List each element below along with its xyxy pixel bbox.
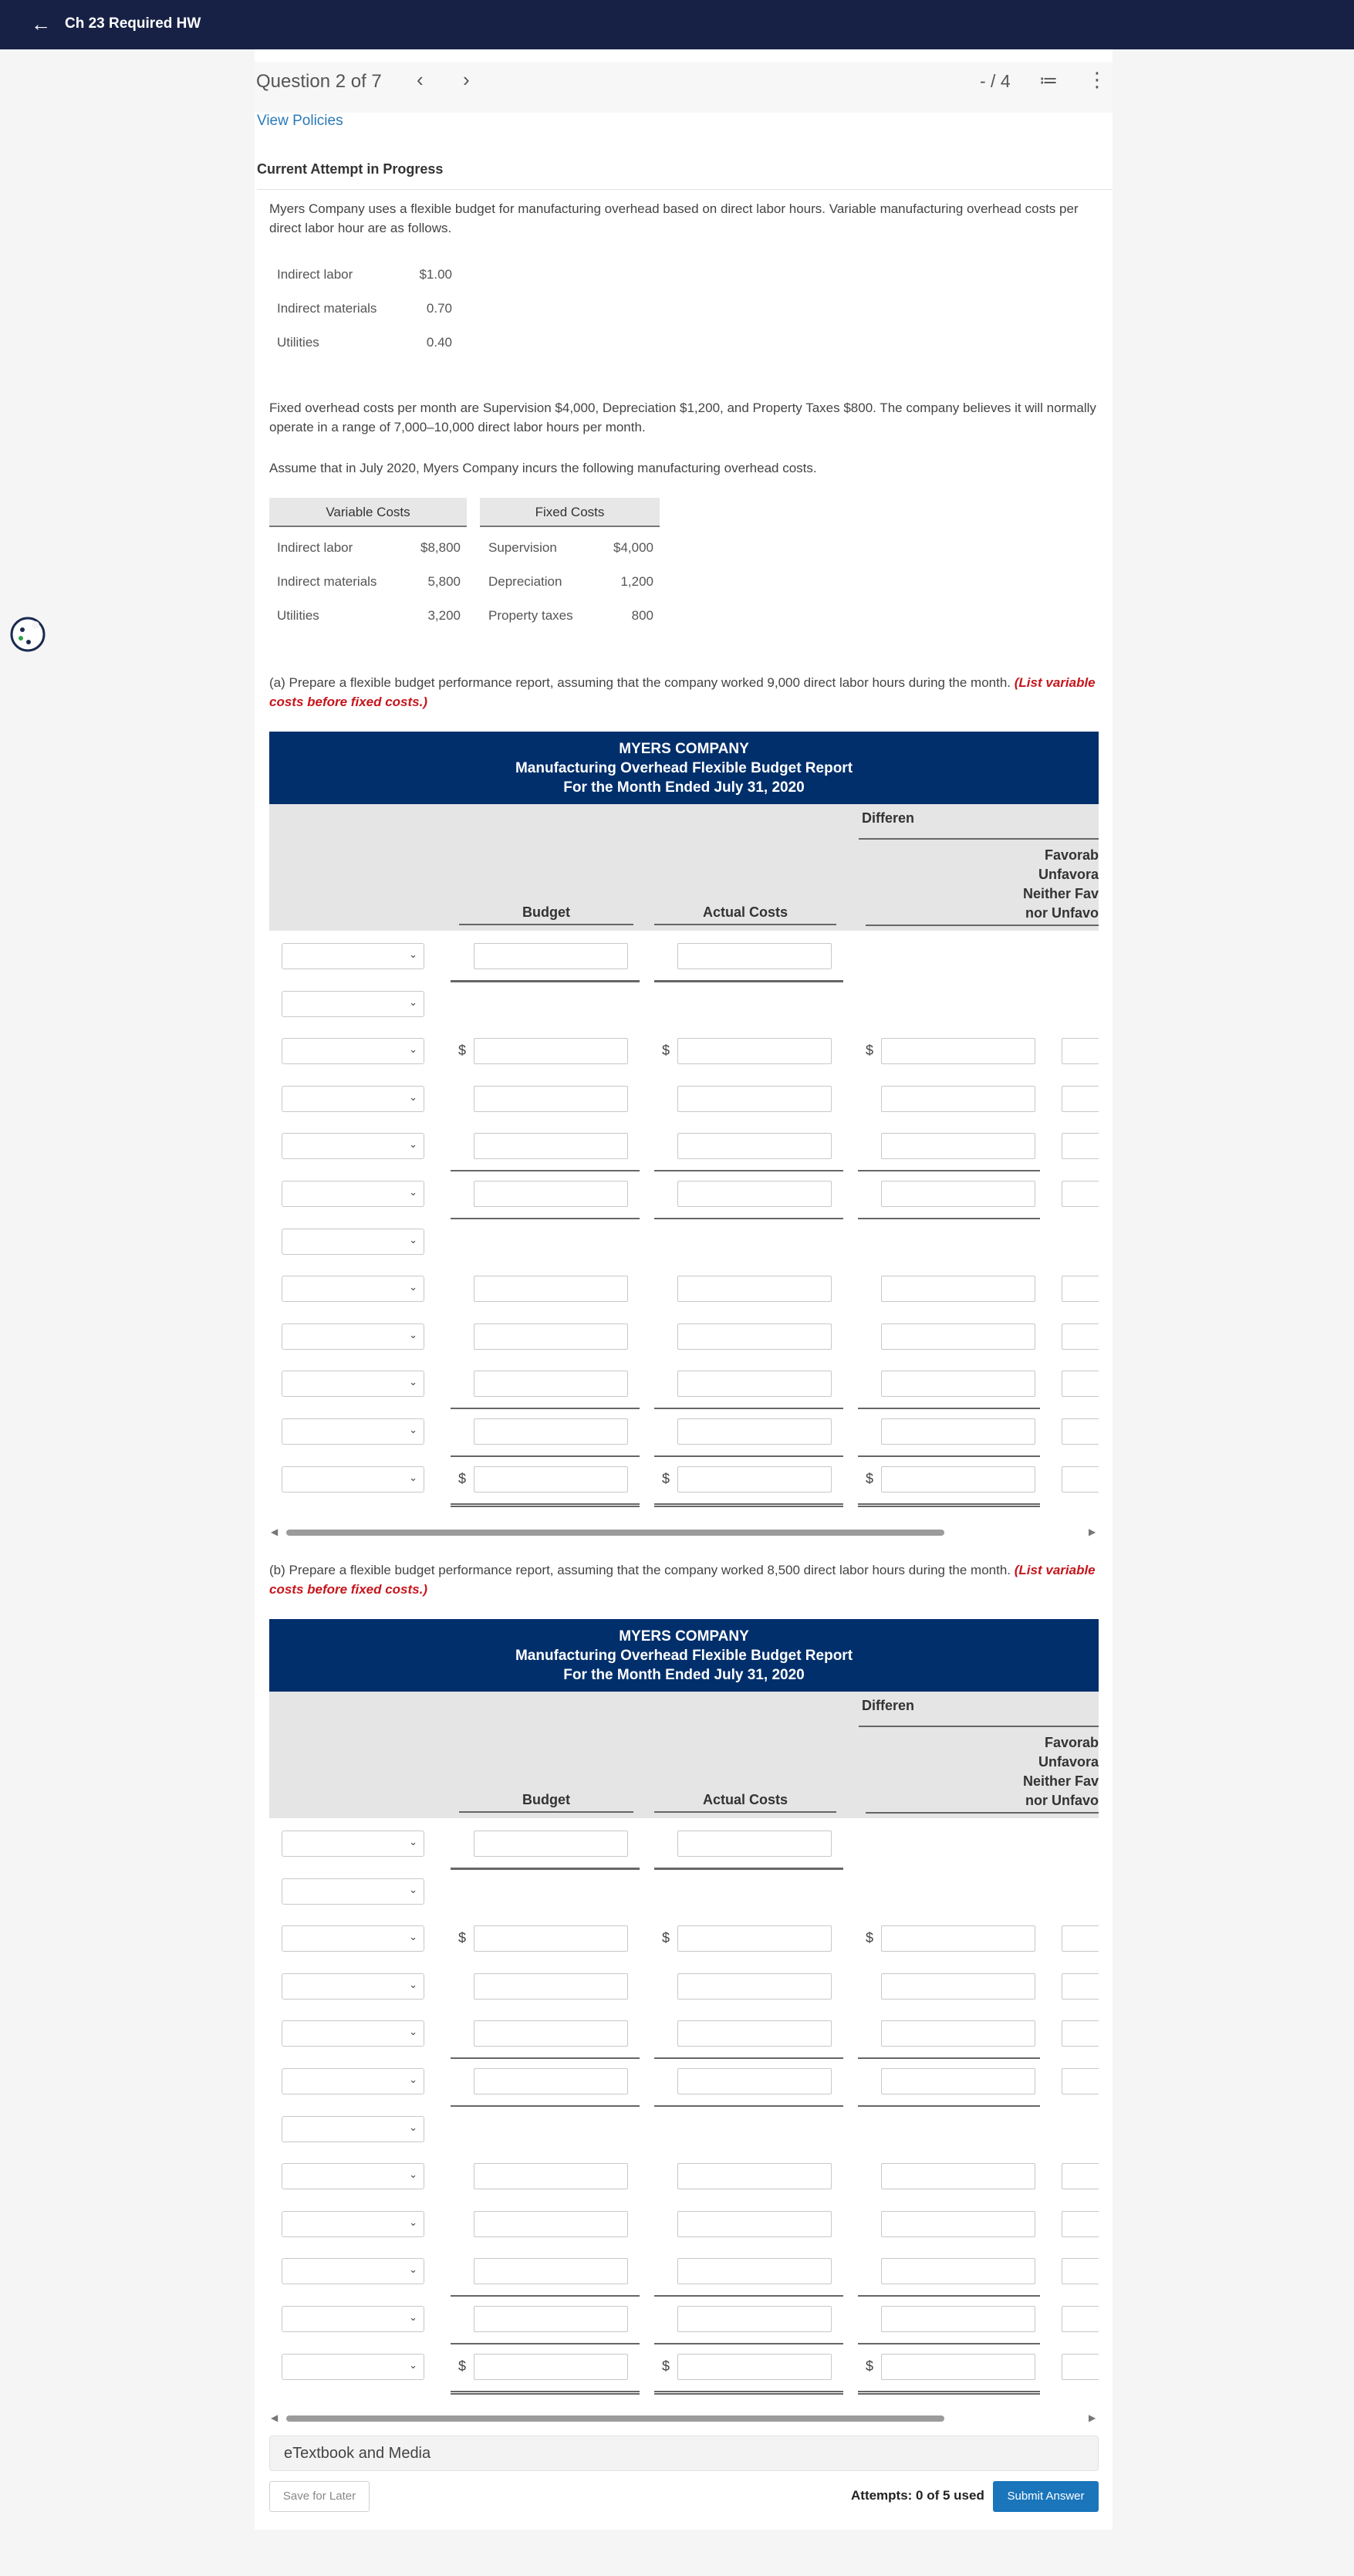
dollar-sign: $ (662, 1930, 670, 1946)
fixed-cost-label: Property taxes (488, 608, 573, 623)
variable-cost-label: Utilities (277, 608, 319, 623)
actual-input[interactable] (677, 1276, 832, 1302)
budget-input[interactable] (474, 943, 628, 969)
actual-input[interactable] (677, 1371, 832, 1397)
difference-input[interactable] (881, 2020, 1035, 2047)
difference-subheader: Favorab Unfavora Neither Fav nor Unfavo (1022, 847, 1099, 921)
report-b-column-headers (269, 1692, 1099, 1818)
part-a-text: (a) Prepare a flexible budget performance report, assuming that the company worked 9,000 direct labor hours during the month. (269, 675, 1011, 690)
chevron-down-icon: ⌄ (409, 1281, 417, 1293)
dollar-sign: $ (662, 1043, 670, 1059)
fixed-cost-label: Supervision (488, 540, 557, 555)
difference-col-underline (866, 925, 1099, 926)
actual-input[interactable] (677, 943, 832, 969)
actual-input[interactable] (677, 2354, 832, 2380)
subtotal-underline (451, 1868, 640, 1870)
variable-cost-value: 3,200 (427, 608, 461, 623)
rate-value: 0.40 (426, 335, 452, 350)
rate-label: Indirect materials (277, 301, 377, 316)
dollar-sign: $ (866, 1470, 874, 1486)
favorability-select[interactable] (1062, 1323, 1099, 1350)
budget-input[interactable] (474, 1466, 628, 1493)
chevron-down-icon: ⌄ (409, 1090, 417, 1103)
favorability-select[interactable] (1062, 1466, 1099, 1493)
favorability-select[interactable] (1062, 1086, 1099, 1112)
difference-underline (859, 838, 1099, 840)
part-a-note: (List variable costs before fixed costs.) (269, 675, 1096, 709)
difference-input[interactable] (881, 1181, 1035, 1207)
subtotal-underline (858, 2105, 1040, 2107)
chevron-down-icon: ⌄ (409, 1883, 417, 1895)
actual-input[interactable] (677, 1323, 832, 1350)
report-company: MYERS COMPANY (619, 741, 749, 757)
row-label-select[interactable] (282, 2020, 424, 2047)
actual-input[interactable] (677, 2211, 832, 2237)
chevron-down-icon: ⌄ (409, 2263, 417, 2276)
budget-input[interactable] (474, 1086, 628, 1112)
actual-input[interactable] (677, 1418, 832, 1445)
subtotal-underline (654, 2343, 843, 2344)
budget-input[interactable] (474, 1323, 628, 1350)
chevron-down-icon: ⌄ (409, 2311, 417, 2323)
chevron-down-icon: ⌄ (409, 996, 417, 1008)
actual-input[interactable] (677, 2306, 832, 2332)
difference-underline (859, 1726, 1099, 1727)
variable-cost-value: 5,800 (427, 574, 461, 589)
divider (257, 189, 1113, 190)
row-label-select[interactable] (282, 1038, 424, 1064)
report-period: For the Month Ended July 31, 2020 (563, 1667, 805, 1683)
actual-input[interactable] (677, 2068, 832, 2094)
favorability-select[interactable] (1062, 2020, 1099, 2047)
subtotal-underline (451, 2295, 640, 2297)
assignment-title[interactable]: Ch 23 Required HW (65, 15, 201, 32)
submit-answer-button[interactable]: Submit Answer (993, 2481, 1099, 2512)
favorability-select[interactable] (1062, 2211, 1099, 2237)
chevron-down-icon: ⌄ (409, 2169, 417, 2181)
actual-costs-header: Actual Costs (654, 904, 836, 925)
difference-input[interactable] (881, 2211, 1035, 2237)
view-policies-link[interactable]: View Policies (257, 113, 343, 129)
favorability-select[interactable] (1062, 1181, 1099, 1207)
difference-input[interactable] (881, 2068, 1035, 2094)
double-underline (654, 1503, 843, 1507)
double-underline (654, 2391, 843, 2395)
row-label-select[interactable] (282, 1831, 424, 1857)
chevron-down-icon: ⌄ (409, 1186, 417, 1198)
dollar-sign: $ (866, 1930, 874, 1946)
row-label-select[interactable] (282, 991, 424, 1017)
subtotal-underline (858, 2295, 1040, 2297)
budget-input[interactable] (474, 1181, 628, 1207)
favorability-select[interactable] (1062, 2354, 1099, 2380)
dollar-sign: $ (458, 1043, 467, 1059)
difference-header: Differen (862, 810, 915, 826)
fixed-cost-value: 1,200 (620, 574, 653, 589)
row-label-select[interactable] (282, 1878, 424, 1905)
fixed-costs-text: Fixed overhead costs per month are Supervision $4,000, Depreciation $1,200, and Property Taxes $800. The company believes it will normally operate in a range of 7,000–10,000 direct labor hours per month. (269, 401, 1096, 434)
budget-input[interactable] (474, 1371, 628, 1397)
difference-input[interactable] (881, 1086, 1035, 1112)
difference-col-underline (866, 1812, 1099, 1814)
difference-input[interactable] (881, 1371, 1035, 1397)
subtotal-underline (654, 2057, 843, 2059)
subtotal-underline (858, 1455, 1040, 1457)
intro-text: Myers Company uses a flexible budget for manufacturing overhead based on direct labor hours. Variable manufacturing overhead costs per direct labor hour are as follows. (269, 201, 1079, 235)
row-label-select[interactable] (282, 2116, 424, 2142)
chevron-down-icon: ⌄ (409, 1043, 417, 1056)
subtotal-underline (451, 1218, 640, 1219)
difference-subheader: Favorab Unfavora Neither Fav nor Unfavo (1022, 1735, 1099, 1808)
chevron-down-icon: ⌄ (409, 1931, 417, 1943)
favorability-select[interactable] (1062, 2258, 1099, 2284)
difference-input[interactable] (881, 1276, 1035, 1302)
row-label-select[interactable] (282, 1371, 424, 1397)
favorability-select[interactable] (1062, 2068, 1099, 2094)
dollar-sign: $ (866, 2358, 874, 2374)
row-label-select[interactable] (282, 1133, 424, 1159)
subtotal-underline (451, 1170, 640, 1171)
difference-input[interactable] (881, 1323, 1035, 1350)
subtotal-underline (451, 2105, 640, 2107)
part-b-prompt (269, 1560, 1102, 1599)
difference-input[interactable] (881, 1466, 1035, 1493)
actual-input[interactable] (677, 2163, 832, 2189)
dollar-sign: $ (458, 2358, 467, 2374)
report-a-column-headers (269, 804, 1099, 931)
rate-value: $1.00 (419, 267, 452, 282)
difference-input[interactable] (881, 2306, 1035, 2332)
dollar-sign: $ (662, 2358, 670, 2374)
attempt-status: Current Attempt in Progress (257, 161, 444, 177)
double-underline (858, 1503, 1040, 1507)
actual-input[interactable] (677, 1181, 832, 1207)
variable-cost-label: Indirect materials (277, 574, 377, 589)
rate-value: 0.70 (426, 301, 452, 316)
report-period: For the Month Ended July 31, 2020 (563, 779, 805, 796)
chevron-down-icon: ⌄ (409, 2026, 417, 2038)
subtotal-underline (858, 2343, 1040, 2344)
part-b-text: (b) Prepare a flexible budget performance report, assuming that the company worked 8,500 direct labor hours during the month. (269, 1563, 1011, 1577)
favorability-select[interactable] (1062, 2163, 1099, 2189)
scroll-left-arrow-icon[interactable]: ◀ (271, 1526, 279, 1537)
chevron-down-icon: ⌄ (409, 1978, 417, 1990)
chevron-down-icon: ⌄ (409, 1471, 417, 1483)
chevron-down-icon: ⌄ (409, 2216, 417, 2228)
chevron-down-icon: ⌄ (409, 1376, 417, 1388)
budget-input[interactable] (474, 1831, 628, 1857)
dollar-sign: $ (458, 1470, 467, 1486)
budget-input[interactable] (474, 2163, 628, 2189)
actual-input[interactable] (677, 2258, 832, 2284)
scroll-thumb[interactable] (286, 1530, 944, 1536)
etextbook-and-media-panel[interactable]: eTextbook and Media (269, 2436, 1099, 2471)
chevron-down-icon: ⌄ (409, 1138, 417, 1151)
difference-input[interactable] (881, 2163, 1035, 2189)
budget-input[interactable] (474, 2020, 628, 2047)
difference-input[interactable] (881, 1418, 1035, 1445)
difference-input[interactable] (881, 1973, 1035, 2000)
row-label-select[interactable] (282, 1973, 424, 2000)
row-label-select[interactable] (282, 1466, 424, 1493)
row-label-select[interactable] (282, 1181, 424, 1207)
assume-text: Assume that in July 2020, Myers Company incurs the following manufacturing overhead costs. (269, 461, 817, 475)
difference-input[interactable] (881, 2354, 1035, 2380)
score-display: - / 4 (980, 71, 1011, 91)
subtotal-underline (858, 1218, 1040, 1219)
scroll-right-arrow-icon[interactable]: ▶ (1089, 1526, 1096, 1537)
row-label-select[interactable] (282, 1418, 424, 1445)
rate-label: Indirect labor (277, 267, 353, 282)
actual-input[interactable] (677, 1831, 832, 1857)
row-label-select[interactable] (282, 1323, 424, 1350)
budget-input[interactable] (474, 1925, 628, 1952)
back-arrow-icon[interactable]: ← (31, 12, 51, 35)
variable-cost-label: Indirect labor (277, 540, 353, 555)
subtotal-underline (451, 1455, 640, 1457)
report-title: Manufacturing Overhead Flexible Budget Report (515, 760, 853, 776)
favorability-select[interactable] (1062, 1418, 1099, 1445)
part-b-note: (List variable costs before fixed costs.) (269, 1563, 1096, 1597)
part-a-prompt (269, 673, 1102, 712)
subtotal-underline (654, 1408, 843, 1409)
row-label-select[interactable] (282, 1229, 424, 1255)
scroll-thumb[interactable] (286, 2415, 944, 2422)
question-number: Question 2 of 7 (256, 71, 382, 92)
scroll-left-arrow-icon[interactable]: ◀ (271, 2412, 279, 2423)
subtotal-underline (654, 980, 843, 982)
dollar-sign: $ (662, 1470, 670, 1486)
difference-input[interactable] (881, 1133, 1035, 1159)
favorability-select[interactable] (1062, 1371, 1099, 1397)
row-label-select[interactable] (282, 2354, 424, 2380)
row-label-select[interactable] (282, 1276, 424, 1302)
report-b-heading (269, 1619, 1099, 1692)
difference-input[interactable] (881, 1038, 1035, 1064)
report-a-heading (269, 732, 1099, 804)
subtotal-underline (858, 2057, 1040, 2059)
dollar-sign: $ (866, 1043, 874, 1059)
actual-input[interactable] (677, 1466, 832, 1493)
favorability-select[interactable] (1062, 1133, 1099, 1159)
question-list-icon[interactable]: ≔ (1039, 70, 1058, 91)
question-header (255, 62, 1113, 113)
dollar-sign: $ (458, 1930, 467, 1946)
budget-input[interactable] (474, 1973, 628, 2000)
budget-input[interactable] (474, 1133, 628, 1159)
subtotal-underline (654, 1218, 843, 1219)
fixed-cost-value: $4,000 (613, 540, 653, 555)
chevron-down-icon: ⌄ (409, 1328, 417, 1340)
budget-input[interactable] (474, 2354, 628, 2380)
subtotal-underline (654, 2105, 843, 2107)
subtotal-underline (654, 1868, 843, 1870)
double-underline (451, 1503, 640, 1507)
subtotal-underline (451, 2343, 640, 2344)
chevron-down-icon: ⌄ (409, 2358, 417, 2371)
subtotal-underline (654, 1455, 843, 1457)
budget-input[interactable] (474, 2068, 628, 2094)
chevron-down-icon: ⌄ (409, 1233, 417, 1246)
row-label-select[interactable] (282, 943, 424, 969)
actual-input[interactable] (677, 1973, 832, 2000)
row-label-select[interactable] (282, 2306, 424, 2332)
subtotal-underline (654, 1170, 843, 1171)
report-b-horizontal-scrollbar[interactable] (269, 2412, 1099, 2425)
top-bar (0, 0, 1354, 49)
variable-cost-value: $8,800 (420, 540, 461, 555)
actual-input[interactable] (677, 2020, 832, 2047)
budget-input[interactable] (474, 1038, 628, 1064)
fixed-cost-label: Depreciation (488, 574, 562, 589)
difference-input[interactable] (881, 1925, 1035, 1952)
report-company: MYERS COMPANY (619, 1628, 749, 1645)
more-options-icon[interactable]: ⋮ (1087, 68, 1107, 91)
row-label-select[interactable] (282, 1086, 424, 1112)
actual-input[interactable] (677, 1925, 832, 1952)
budget-input[interactable] (474, 1418, 628, 1445)
subtotal-underline (451, 1408, 640, 1409)
budget-input[interactable] (474, 2258, 628, 2284)
row-label-select[interactable] (282, 2163, 424, 2189)
favorability-select[interactable] (1062, 1973, 1099, 2000)
scroll-right-arrow-icon[interactable]: ▶ (1089, 2412, 1096, 2423)
subtotal-underline (451, 2057, 640, 2059)
chevron-down-icon: ⌄ (409, 948, 417, 960)
difference-header: Differen (862, 1698, 915, 1713)
fixed-costs-header: Fixed Costs (480, 498, 660, 527)
row-label-select[interactable] (282, 2211, 424, 2237)
chevron-down-icon: ⌄ (409, 2121, 417, 2133)
favorability-select[interactable] (1062, 1038, 1099, 1064)
next-question-icon[interactable]: › (463, 68, 470, 91)
attempts-counter: Attempts: 0 of 5 used (851, 2488, 984, 2503)
actual-input[interactable] (677, 1086, 832, 1112)
actual-input[interactable] (677, 1133, 832, 1159)
fixed-cost-value: 800 (631, 608, 653, 623)
chevron-down-icon: ⌄ (409, 1424, 417, 1435)
actual-costs-header: Actual Costs (654, 1792, 836, 1813)
row-label-select[interactable] (282, 2258, 424, 2284)
favorability-select[interactable] (1062, 1925, 1099, 1952)
double-underline (858, 2391, 1040, 2395)
budget-input[interactable] (474, 2211, 628, 2237)
previous-question-icon[interactable]: ‹ (417, 68, 424, 91)
double-underline (451, 2391, 640, 2395)
budget-header: Budget (459, 1792, 633, 1813)
row-label-select[interactable] (282, 2068, 424, 2094)
rate-label: Utilities (277, 335, 319, 350)
save-for-later-button[interactable]: Save for Later (269, 2481, 370, 2512)
variable-costs-header: Variable Costs (269, 498, 467, 527)
favorability-select[interactable] (1062, 1276, 1099, 1302)
chevron-down-icon: ⌄ (409, 1836, 417, 1847)
favorability-select[interactable] (1062, 2306, 1099, 2332)
subtotal-underline (451, 980, 640, 982)
report-title: Manufacturing Overhead Flexible Budget Report (515, 1648, 853, 1664)
budget-input[interactable] (474, 2306, 628, 2332)
budget-header: Budget (459, 904, 633, 925)
row-label-select[interactable] (282, 1925, 424, 1952)
chevron-down-icon: ⌄ (409, 2074, 417, 2085)
report-a-horizontal-scrollbar[interactable] (269, 1526, 1099, 1539)
subtotal-underline (654, 2295, 843, 2297)
subtotal-underline (858, 1408, 1040, 1409)
difference-input[interactable] (881, 2258, 1035, 2284)
budget-input[interactable] (474, 1276, 628, 1302)
subtotal-underline (858, 1170, 1040, 1171)
cookie-preferences-icon[interactable] (9, 616, 46, 653)
actual-input[interactable] (677, 1038, 832, 1064)
